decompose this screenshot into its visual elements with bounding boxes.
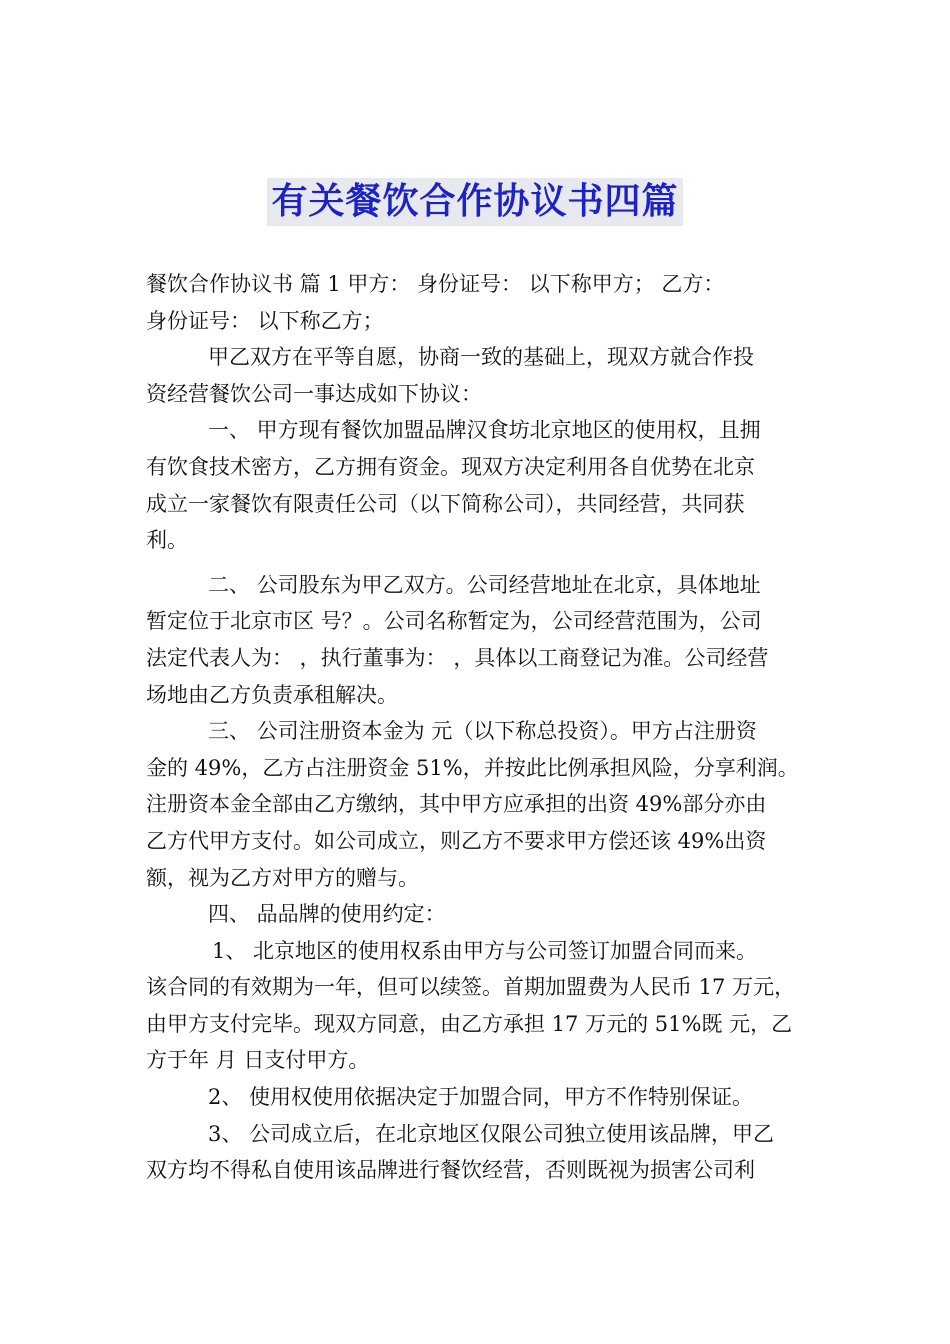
text-line: 资经营餐饮公司一事达成如下协议： bbox=[146, 381, 482, 406]
text-line: 额，视为乙方对甲方的赠与。 bbox=[146, 865, 419, 890]
text-line: 方于年 月 日支付甲方。 bbox=[146, 1048, 370, 1073]
text-line: 成立一家餐饮有限责任公司（以下简称公司），共同经营，共同获 bbox=[146, 491, 745, 516]
title-container bbox=[0, 178, 950, 226]
text-line: 3、 公司成立后，在北京地区仅限公司独立使用该品牌，甲乙 bbox=[208, 1121, 775, 1146]
text-line: 二、 公司股东为甲乙双方。公司经营地址在北京，具体地址 bbox=[208, 572, 761, 597]
text-line: 注册资本金全部由乙方缴纳，其中甲方应承担的出资 49%部分亦由 bbox=[146, 792, 767, 817]
text-line: 暂定位于北京市区 号？。公司名称暂定为，公司经营范围为，公司 bbox=[146, 609, 762, 634]
document-title: 有关餐饮合作协议书四篇 bbox=[267, 178, 682, 226]
text-line: 法定代表人为： ，执行董事为： ，具体以工商登记为准。公司经营 bbox=[146, 645, 769, 670]
text-line: 四、 品品牌的使用约定： bbox=[208, 902, 446, 927]
text-line: 场地由乙方负责承租解决。 bbox=[146, 682, 398, 707]
text-line: 由甲方支付完毕。现双方同意，由乙方承担 17 万元的 51%既 元，乙 bbox=[146, 1011, 793, 1036]
text-line: 一、 甲方现有餐饮加盟品牌汉食坊北京地区的使用权，且拥 bbox=[208, 418, 761, 443]
text-line: 甲乙双方在平等自愿，协商一致的基础上，现双方就合作投 bbox=[208, 345, 754, 370]
text-line: 利。 bbox=[146, 528, 188, 553]
text-line: 乙方代甲方支付。如公司成立，则乙方不要求甲方偿还该 49%出资 bbox=[146, 828, 767, 853]
text-line: 双方均不得私自使用该品牌进行餐饮经营，否则既视为损害公司利 bbox=[146, 1158, 755, 1183]
text-line: 身份证号： 以下称乙方； bbox=[146, 308, 384, 333]
text-line: 该合同的有效期为一年，但可以续签。首期加盟费为人民币 17 万元， bbox=[146, 975, 796, 1000]
text-line: 金的 49%，乙方占注册资金 51%，并按此比例承担风险，分享利润。 bbox=[146, 755, 799, 780]
text-line: 三、 公司注册资本金为 元（以下称总投资）。甲方占注册资 bbox=[208, 719, 757, 744]
text-line: 有饮食技术密方，乙方拥有资金。现双方决定利用各自优势在北京 bbox=[146, 454, 755, 479]
text-line: 1、 北京地区的使用权系由甲方与公司签订加盟合同而来。 bbox=[212, 938, 758, 963]
text-line: 2、 使用权使用依据决定于加盟合同，甲方不作特别保证。 bbox=[208, 1085, 754, 1110]
document-body bbox=[146, 266, 806, 1189]
text-line: 餐饮合作协议书 篇 1 甲方： 身份证号： 以下称甲方； 乙方： bbox=[146, 272, 725, 296]
